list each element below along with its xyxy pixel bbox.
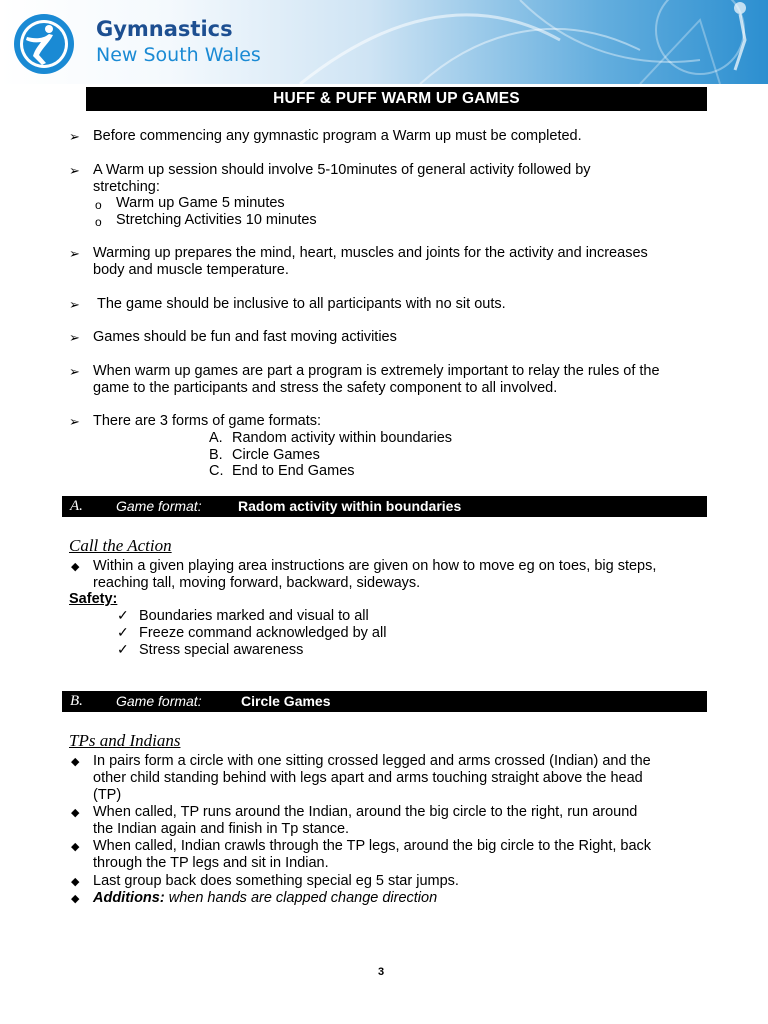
page-title: HUFF & PUFF WARM UP GAMES [86,87,707,111]
intro-sub-bullet-1: Warm up Game 5 minutes [116,195,285,211]
check-icon: ✓ [117,641,129,657]
diamond-bullet-icon: ◆ [71,841,80,853]
section-b-bullet-2-line-1: When called, TP runs around the Indian, around the big circle to the right, run around [93,804,638,820]
diamond-bullet-icon: ◆ [71,807,80,819]
intro-bullet-7: There are 3 forms of game formats: [93,413,322,429]
safety-item: Stress special awareness [139,642,304,658]
intro-bullet-3-line-2: body and muscle temperature. [93,262,289,278]
header-banner [0,0,768,84]
page-number: 3 [378,966,385,978]
arrow-bullet-icon: ➢ [69,246,80,261]
format-list-item: Random activity within boundaries [232,430,453,446]
section-format-label: Game format: [116,498,202,514]
section-letter: B. [70,693,83,709]
section-b-bullet-1-line-3: (TP) [93,787,122,803]
section-b-bullet-3-line-2: through the TP legs and sit in Indian. [93,855,329,871]
section-format-value: Radom activity within boundaries [238,498,462,514]
arrow-bullet-icon: ➢ [69,129,80,144]
intro-sub-bullet-2: Stretching Activities 10 minutes [116,212,317,228]
diamond-bullet-icon: ◆ [71,893,80,905]
intro-bullet-6-line-1: When warm up games are part a program is extremely important to relay the rules of the [93,363,660,379]
additions-text: when hands are clapped change direction [168,890,438,906]
format-list-letter: C. [209,463,224,479]
circle-bullet-icon: o [95,215,102,229]
intro-bullet-1: Before commencing any gymnastic program a Warm up must be completed. [93,128,582,144]
section-a-bullet-line-1: Within a given playing area instructions are given on how to move eg on toes, big steps, [93,558,657,574]
game-title: TPs and Indians [69,731,181,750]
diamond-bullet-icon: ◆ [71,756,80,768]
check-icon: ✓ [117,607,129,623]
safety-item: Freeze command acknowledged by all [139,625,387,641]
format-list-item: End to End Games [232,463,355,479]
arrow-bullet-icon: ➢ [69,330,80,345]
safety-item: Boundaries marked and visual to all [139,608,369,624]
diamond-bullet-icon: ◆ [71,561,80,573]
section-b-bullet-1-line-2: other child standing behind with legs apart and arms touching straight above the head [93,770,643,786]
arrow-bullet-icon: ➢ [69,297,80,312]
section-b-bullet-2-line-2: the Indian again and finish in Tp stance. [93,821,350,837]
intro-bullet-2-line-1: A Warm up session should involve 5-10minutes of general activity followed by [93,162,591,178]
section-b-bullet-3-line-1: When called, Indian crawls through the TP legs, around the big circle to the Right, back [93,838,652,854]
intro-bullet-4: The game should be inclusive to all participants with no sit outs. [97,296,506,312]
section-b-header [62,691,707,712]
additions-label: Additions: [93,890,165,906]
section-format-label: Game format: [116,693,202,709]
diamond-bullet-icon: ◆ [71,876,80,888]
gymnast-logo-icon [13,13,75,75]
intro-bullet-6-line-2: game to the participants and stress the safety component to all involved. [93,380,558,396]
format-list-letter: A. [209,430,223,446]
format-list-letter: B. [209,447,223,463]
banner-swirl-graphic [0,0,768,84]
intro-bullet-5: Games should be fun and fast moving activities [93,329,397,345]
brand-name: Gymnastics [96,17,233,41]
check-icon: ✓ [117,624,129,640]
section-a-bullet-line-2: reaching tall, moving forward, backward, sideways. [93,575,421,591]
arrow-bullet-icon: ➢ [69,364,80,379]
section-b-bullet-1-line-1: In pairs form a circle with one sitting crossed legged and arms crossed (Indian) and the [93,753,651,769]
section-b-bullet-4: Last group back does something special eg 5 star jumps. [93,873,459,889]
game-title: Call the Action [69,536,172,555]
section-a-header [62,496,707,517]
section-b-bullet-5 [93,890,437,907]
circle-bullet-icon: o [95,198,102,212]
safety-label: Safety: [69,591,118,607]
brand-subtitle: New South Wales [96,44,261,66]
arrow-bullet-icon: ➢ [69,414,80,429]
arrow-bullet-icon: ➢ [69,163,80,178]
section-letter: A. [70,498,83,514]
intro-bullet-2-line-2: stretching: [93,179,160,195]
intro-bullet-3-line-1: Warming up prepares the mind, heart, muscles and joints for the activity and increases [93,245,648,261]
section-format-value: Circle Games [241,693,331,709]
format-list-item: Circle Games [232,447,320,463]
